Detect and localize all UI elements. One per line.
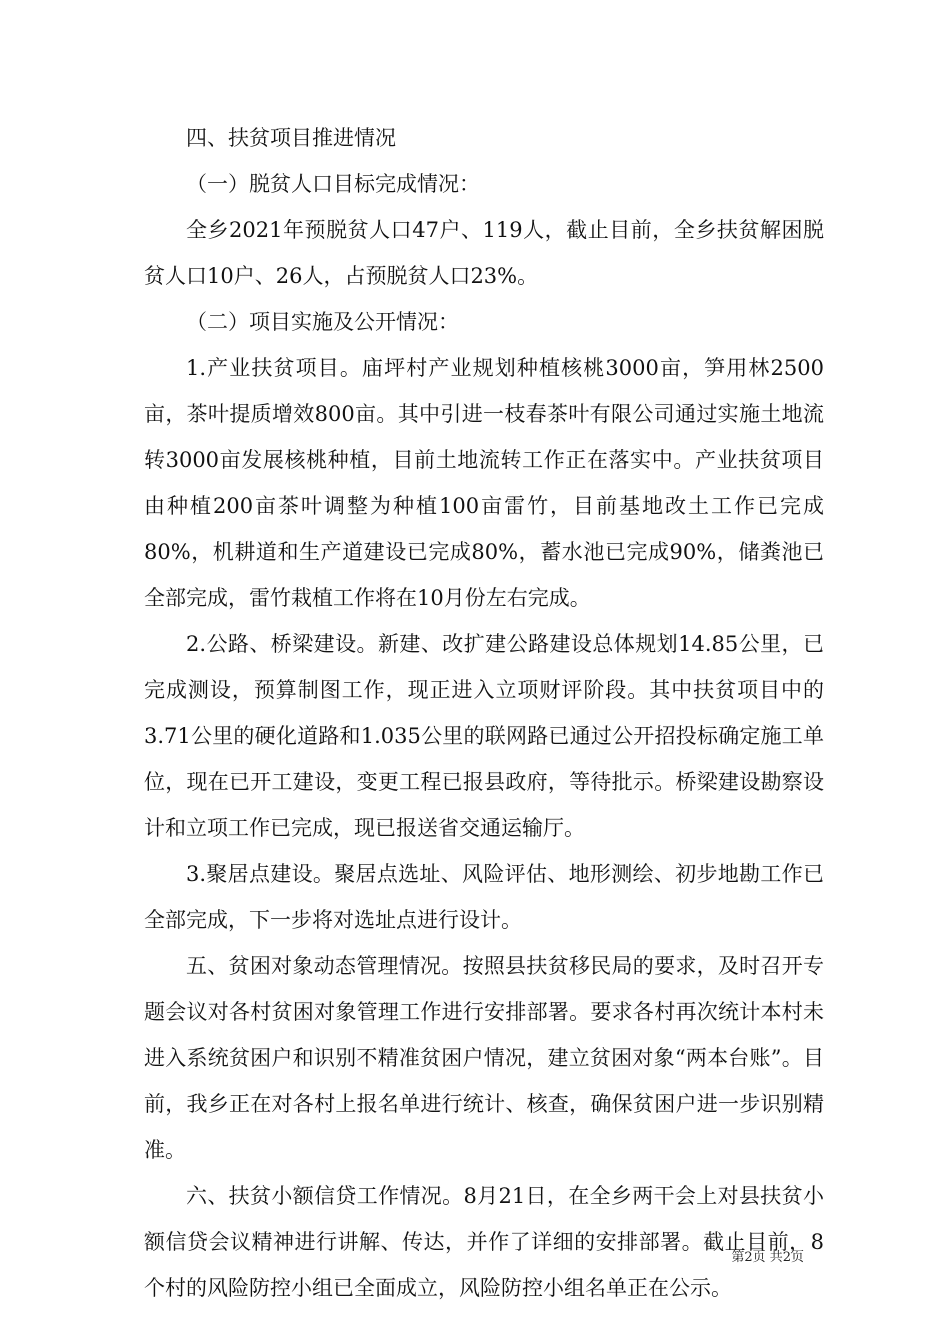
section-six-paragraph: 六、扶贫小额信贷工作情况。8月21日，在全乡两干会上对县扶贫小额信贷会议精神进行讲解、传达，并作了详细的安排部署。截止目前，8个村的风险防控小组已全面成立，风险防控小组名单正在公示。 xyxy=(144,1184,824,1300)
item-one-paragraph: 1.产业扶贫项目。庙坪村产业规划种植核桃3000亩，笋用林2500亩，茶叶提质增效800亩。其中引进一枝春茶叶有限公司通过实施土地流转3000亩发展核桃种植，目前土地流转工作正在落实中。产业扶贫项目由种植200亩茶叶调整为种植100亩雷竹，目前基地改土工作已完成80%，机耕道和生产道建设已完成80%，蓄水池已完成90%，储粪池已全部完成，雷竹栽植工作将在10月份左右完成。 xyxy=(144,356,824,610)
section-four-heading: 四、扶贫项目推进情况 xyxy=(186,126,396,150)
sub-one-paragraph: 全乡2021年预脱贫人口47户、119人，截止目前，全乡扶贫解困脱贫人口10户、26人，占预脱贫人口23%。 xyxy=(144,218,824,288)
document-body xyxy=(144,115,824,1311)
page-number-footer: 第2页 共2页 xyxy=(731,1250,804,1265)
item-three-paragraph: 3.聚居点建设。聚居点选址、风险评估、地形测绘、初步地勘工作已全部完成，下一步将对选址点进行设计。 xyxy=(144,862,824,932)
sub-one-heading: （一）脱贫人口目标完成情况： xyxy=(186,172,480,196)
section-five-paragraph: 五、贫困对象动态管理情况。按照县扶贫移民局的要求，及时召开专题会议对各村贫困对象管理工作进行安排部署。要求各村再次统计本村未进入系统贫困户和识别不精准贫困户情况，建立贫困对象“两本台账”。目前，我乡正在对各村上报名单进行统计、核查，确保贫困户进一步识别精准。 xyxy=(144,954,824,1162)
item-two-paragraph: 2.公路、桥梁建设。新建、改扩建公路建设总体规划14.85公里，已完成测设，预算制图工作，现正进入立项财评阶段。其中扶贫项目中的3.71公里的硬化道路和1.035公里的联网路已通过公开招投标确定施工单位，现在已开工建设，变更工程已报县政府，等待批示。桥梁建设勘察设计和立项工作已完成，现已报送省交通运输厅。 xyxy=(144,632,824,840)
sub-two-heading: （二）项目实施及公开情况： xyxy=(186,310,459,334)
